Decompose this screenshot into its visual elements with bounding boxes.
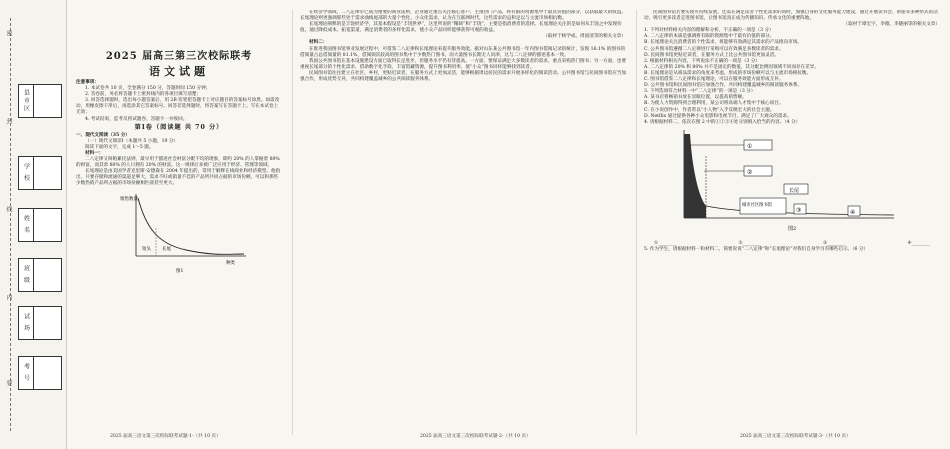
blank-marker: ② <box>747 168 753 176</box>
field-exam-number[interactable]: 考 号 <box>18 356 62 390</box>
field-exam-room[interactable]: 试 场 <box>18 306 62 340</box>
page-3 <box>644 10 940 402</box>
field-school[interactable]: 学 校 <box>18 156 62 190</box>
figure-caption: 图1 <box>176 268 184 274</box>
option: A. 二八定律的本质是强调将有限的资源集中于最有价值的部分。 <box>644 34 775 40</box>
part-heading: 第Ⅰ卷（阅读题 共 70 分） <box>134 123 224 131</box>
source-note: （取材于谭宏宇、李薇、李晓丽等的相关文章） <box>843 22 940 28</box>
note-item: 4. 考试结束，监考员将试题卷、答题卡一并收回。 <box>85 116 188 122</box>
paragraph: 民间图书馆往往建立在社区、乡村，更贴近读者，在服务方式上更加灵活，能够根据周边居民的需求开展多样化的阅读活动。公共图书馆与民间图书馆应当加强合作，形成优势互补，共同构建覆盖城乡的公共阅读服务体系。 <box>300 70 626 83</box>
question-4: 4. 请根据材料二，依次在图 2 中的①②③④处分别填入恰当的内容。（4 分） <box>644 119 801 125</box>
paragraph: 二八定律又叫帕累托法则，最早用于描述社会财富分配不均的现象，即约 20% 的人掌握着 80% 的财富，而其余 80% 的人只拥有 20% 的财富。这一规律后来被广泛应用于经济、管理等领域。 <box>76 157 280 169</box>
figure-caption: 图2 <box>788 225 797 232</box>
option: C. 图书馆借鉴二八定律和长尾理论，可以在服务效能方面形成互补。 <box>644 77 784 83</box>
field-county[interactable]: 县市区 <box>18 84 62 118</box>
figure-2-library-diagram <box>644 126 940 238</box>
field-name[interactable]: 姓 名 <box>18 208 62 242</box>
field-class[interactable]: 班 级 <box>18 258 62 292</box>
page-2 <box>300 10 626 402</box>
material-label: 材料一： <box>85 150 104 156</box>
option: C. 公共图书馆遵循二八定律进行采购可以有效满足多数读者的需求。 <box>644 46 784 52</box>
note-item: 3. 回答选择题时，选出每小题答案后，用 2B 铅笔把答题卡上对应题目的答案标号涂黑。如需改动，用橡皮擦干净后，再选涂其它答案标号。回答非选择题时，将答案写在答题卡上。写在本试卷上无效； <box>76 98 280 116</box>
question-3: 3. 下列选项符合材料一中“二八定律”的一项是（3 分） <box>644 89 756 95</box>
seal-line <box>10 18 11 431</box>
blank-marker: ① <box>747 142 753 150</box>
answer-blank-4[interactable]: ④________ <box>907 240 930 246</box>
subsection-heading: （一）现代文阅读Ⅰ（本题共 5 小题，19 分） <box>85 138 179 144</box>
note-item: 1. 本试卷共 10 页，全卷满分 150 分，答题时间 150 分钟； <box>85 86 211 92</box>
x-axis-label: 种类 <box>226 260 235 266</box>
demand-curve <box>138 198 244 254</box>
community-library-label: 城市社区图书馆 <box>742 202 773 208</box>
note-item: 2. 答卷前，务必将答题卡上密封线内的各项目填写清楚； <box>85 92 202 98</box>
material-label: 材料二： <box>309 40 328 46</box>
paragraph: 在推进我国图书馆事业发展过程中，可借鉴二八定律和长尾理论来提升服务效能。据对山东某公共图书馆一年内图书借阅记录的统计，发现 16.1% 的图书的借阅量占总借阅量的 81.1%，借阅频次较高的图书集中于少数热门图书，而大量图书长期无人问津，这与二八定律的描述基本一致。 <box>300 46 626 58</box>
paragraph: 长尾理论阐释的是丰饶经济学，其基本假设是“丰饶世界”，这里所说的“稀缺”和“丰饶”，主要是指消费者的选择。长尾理论关注的是如何从丰饶之中发现价值，通过降低成本、拓宽渠道，满足消费者的多样化需求，使小众产品同样能够获得可观的收益。 <box>300 22 622 34</box>
option: B. 长尾理论是从商品需求的角度来考虑，形成的市场份额可以与主流市场相抗衡。 <box>644 70 812 76</box>
page-footer: 2025 届高三语文第三次校际联考试题-1-（共 10 页） <box>110 434 221 439</box>
option: D. 民间图书馆更贴近读者，在服务方式上比公共图书馆更加灵活。 <box>644 52 780 58</box>
column-divider <box>292 10 293 435</box>
figure-1-long-tail <box>76 188 282 274</box>
seal-mark: 密 <box>5 30 12 36</box>
instruction: 阅读下面的文字，完成 1～5 题。 <box>85 144 154 150</box>
section-heading: 一、现代文阅读（35 分） <box>76 132 130 138</box>
blank-marker: ④ <box>850 208 856 216</box>
option: D. Netflix 通过提供各种小众电影和电视节目，满足了广大观众的需求。 <box>644 113 792 119</box>
seal-mark: 内 <box>5 294 12 300</box>
page-footer: 2025 届高三语文第三次校际联考试题-2-（共 10 页） <box>420 434 531 439</box>
long-tail-label: 长尾 <box>789 187 800 194</box>
y-axis-label: 销售数量 <box>120 196 138 202</box>
column-divider <box>636 10 637 435</box>
binding-strip <box>0 0 67 449</box>
option: B. 为使人力资源得到合理利用，某公司将高端人才集中于核心项目。 <box>644 101 784 107</box>
answer-blank-1[interactable]: ①________ <box>654 240 677 246</box>
paragraph: 在经济学领域，二八定律早已成为重要的商业法则，企业通过重点关注核心客户、主推热门产品，将有限的资源集中于最具价值的部分，以获取最大的收益。长尾理论则更强调那些处于需求曲线尾部的大量个性化、小众化需求，认为在互联网时代，这些需求的总和足以与主流市场相抗衡。 <box>300 10 626 22</box>
tail-label: 长尾 <box>162 246 171 252</box>
question-5: 5. 作为学生，请根据材料一和材料二，简要说说“二八定律”和“长尾理论”对我们自身学习有哪些启示。（6 分） <box>644 246 869 252</box>
exam-title: 2025 届高三第三次校际联考 <box>105 51 253 62</box>
seal-mark: 要 <box>5 380 12 386</box>
answer-blank-2[interactable]: ②________ <box>738 240 761 246</box>
paragraph: 长尾理论是由美国学者克里斯·安德森在 2004 年提出的，常用于解释在线商业和经济模型。他指出，只要存储和流通的渠道足够大，需求不旺或销量不佳的产品所共同占据的市场份额，可以和那些少数热销产品所占据的市场份额相匹敌甚至更大。 <box>76 169 281 187</box>
seal-mark: 封 <box>5 118 12 124</box>
paragraph: 我国公共图书馆在基本设施建设方面已取得长足进步，但服务水平仍有待提高。一方面，要保证满足大多数读者的需求，重点采购热门图书；另一方面，也要重视长尾部分的个性化需求，借助数字化手段，丰富馆藏资源，提升图书利用率，使“小众”图书同样能够找到读者。 <box>300 58 626 70</box>
page-footer: 2025 届高三语文第三次校际联考试题-3-（共 10 页） <box>740 434 851 439</box>
seal-mark: 线 <box>5 206 12 212</box>
head-label: 短头 <box>142 246 151 252</box>
head-area <box>684 134 706 218</box>
answer-blank-3[interactable]: ③________ <box>823 240 846 246</box>
question-1: 1. 下列对材料相关内容的理解和分析，不正确的一项是（3 分） <box>644 28 774 34</box>
option: D. 公共图书馆和民间图书馆应加强合作，共同构建覆盖城乡的阅读服务体系。 <box>644 83 803 89</box>
source-note: （取材于杨学成、周国清等的相关文章） <box>543 34 626 40</box>
notes-heading: 注意事项： <box>76 80 99 85</box>
question-2: 2. 根据材料相关内容，下列说法不正确的一项是（3 分） <box>644 58 760 64</box>
option: A. 某书店将畅销书放在显眼位置，以提高销售额。 <box>644 95 747 101</box>
option: A. 二八定律的 20% 和 80% 并不是固定的数值，其分配比例因领域不同而存在差异。 <box>644 64 819 70</box>
option: C. 在小说创作中，作者常以“小人物”入手反映宏大的社会主题。 <box>644 107 775 113</box>
blank-marker: ③ <box>796 206 802 214</box>
page-1 <box>76 10 282 402</box>
option: B. 长尾理论关注消费者的个性需求，将能够有效满足其需求的产品推向市场。 <box>644 40 802 46</box>
paragraph: 民间图书馆若要实现可持续发展，还需在满足读者个性化需求的同时，加强自身的文化服务能力建设，通过开展读书会、讲座等多种形式的活动，吸引更多读者走进图书馆，让图书馆真正成为传播知识、传承文化的重要阵地。 <box>644 10 938 22</box>
subject-title: 语文试题 <box>149 65 209 78</box>
